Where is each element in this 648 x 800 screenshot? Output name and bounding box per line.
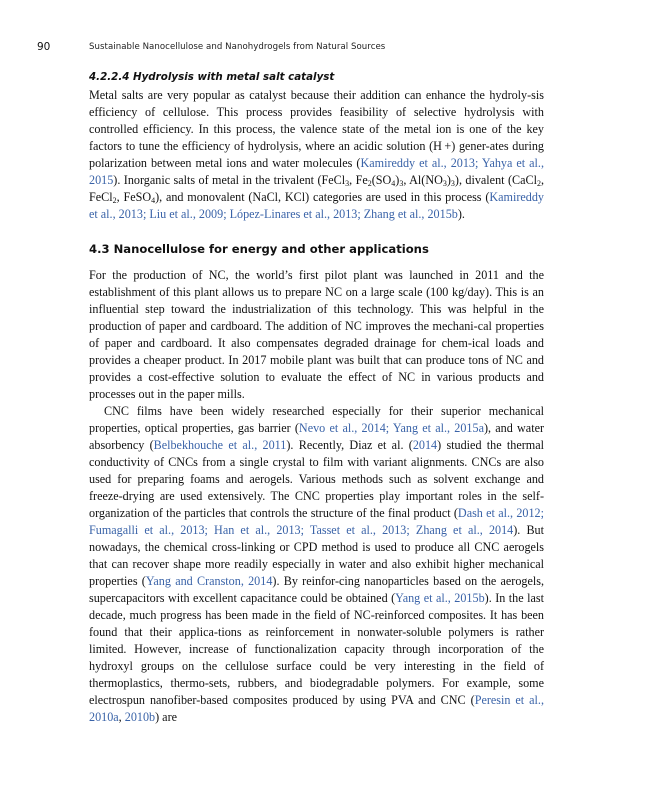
paragraph-cnc-films: CNC films have been widely researched especially for their superior mechanical properties, optical properties, gas barrier (Nevo et al., 2014; Yang et al., 2015a), and water absorbency (Belbekhouche et al., 2011). Recently, Diaz et al. (2014) studied the thermal conductivity of CNCs from a single crystal to film with variant alignments. CNCs are also used for preparing foams and aerogels. Various methods such as solvent exchange and freeze-drying are used extensively. The CNC properties play important roles in the self-organization of the particles that controls the structure of the final product (Dash et al., 2012; Fumagalli et al., 2013; Han et al., 2013; Tasset et al., 2013; Zhang et al., 2014). But nowadays, the chemical cross-linking or CPD method is used to produce all CNC aerogels that can recover shape more readily especially in water and also exhibit higher mechanical properties (Yang and Cranston, 2014). By reinfor-cing nanoparticles based on the aerogels, supercapacitors with excellent capacitance could be obtained (Yang et al., 2015b). In the last decade, much progress has been made in the field of NC-reinforced composites. It has been found that their applica-tions as reinforcement in nonwater-soluble polymers is rather limited. However, increase of functionalization capacity through incorporation of the hydroxyl groups on the cellulose surface could be very interesting in the field of thermoplastics, thermo-sets, rubbers, and biodegradable polymers. For example, some electrospun nanofiber-based composites produced by using PVA and CNC (Peresin et al., 2010a, 2010b) are (89, 404, 545, 724)
subsection-heading: 4.2.2.4 Hydrolysis with metal salt catalyst (89, 71, 335, 83)
citation-link[interactable]: Yang et al., 2015b (395, 591, 485, 605)
citation-link[interactable]: Peresin et al., 2010a (89, 693, 545, 724)
citation-link[interactable]: Nevo et al., 2014; Yang et al., 2015a (298, 421, 484, 435)
page-number: 90 (37, 41, 51, 53)
paragraph-metal-salt: Metal salts are very popular as catalyst because their addition can enhance the hydroly-sis efficiency of cellulose. This process provides feasibility of selective hydrolysis with controlled efficiency. In this process, the valence state of the metal ion is one of the key factors to tune the efficiency of hydrolysis, where an acidic solution (H +) gener-ates during polarization between metal ions and water molecules (Kamireddy et al., 2013; Yahya et al., 2015). Inorganic salts of metal in the trivalent (FeCl$_3$, $Fe_2(SO_4)_3$, $Al(NO_3)_3$), divalent (CaCl$_2$, FeCl$_2$, FeSO$_4$), and monovalent (NaCl, KCl) categories are used in this process (Kamireddy et al., 2013; Liu et al., 2009; López-Linares et al., 2013; Zhang et al., 2015b). (89, 88, 545, 221)
citation-link[interactable]: Yang and Cranston, 2014 (145, 574, 273, 588)
book-title: Sustainable Nanocellulose and Nanohydrogels from Natural Sources (89, 42, 386, 52)
running-head (37, 40, 597, 54)
citation-link[interactable]: Kamireddy et al., 2013; Yahya et al., 2015 (89, 156, 545, 187)
citation-link[interactable]: 2014 (412, 438, 438, 452)
paragraph-pilot-plant: For the production of NC, the world’s first pilot plant was launched in 2011 and the establishment of this plant allows us to prepare NC on a large scale (100 kg/day). This is an influential step toward the industrialization of this technology. This was helpful in the production of paper and cardboard. The addition of NC improves the mechani-cal properties of paper and cardboard. It also compensates degraded drainage for chem-ical loads and provides a cheaper product. In 2017 mobile plant was built that can produce tons of NC and provides a cost-effective solution to evaluate the effect of NC in various products and processes out in the paper mills. (89, 268, 544, 401)
citation-link[interactable]: Dash et al., 2012; Fumagalli et al., 2013; Han et al., 2013; Tasset et al., 2013; Zhang et al., 2014 (89, 506, 544, 537)
section-heading: 4.3 Nanocellulose for energy and other applications (89, 242, 429, 256)
citation-link[interactable]: 2010b (124, 710, 156, 724)
citation-link[interactable]: Kamireddy et al., 2013; Liu et al., 2009; López-Linares et al., 2013; Zhang et al., 2015b (89, 190, 544, 221)
body-column (89, 70, 544, 726)
citation-link[interactable]: Belbekhouche et al., 2011 (153, 438, 287, 452)
